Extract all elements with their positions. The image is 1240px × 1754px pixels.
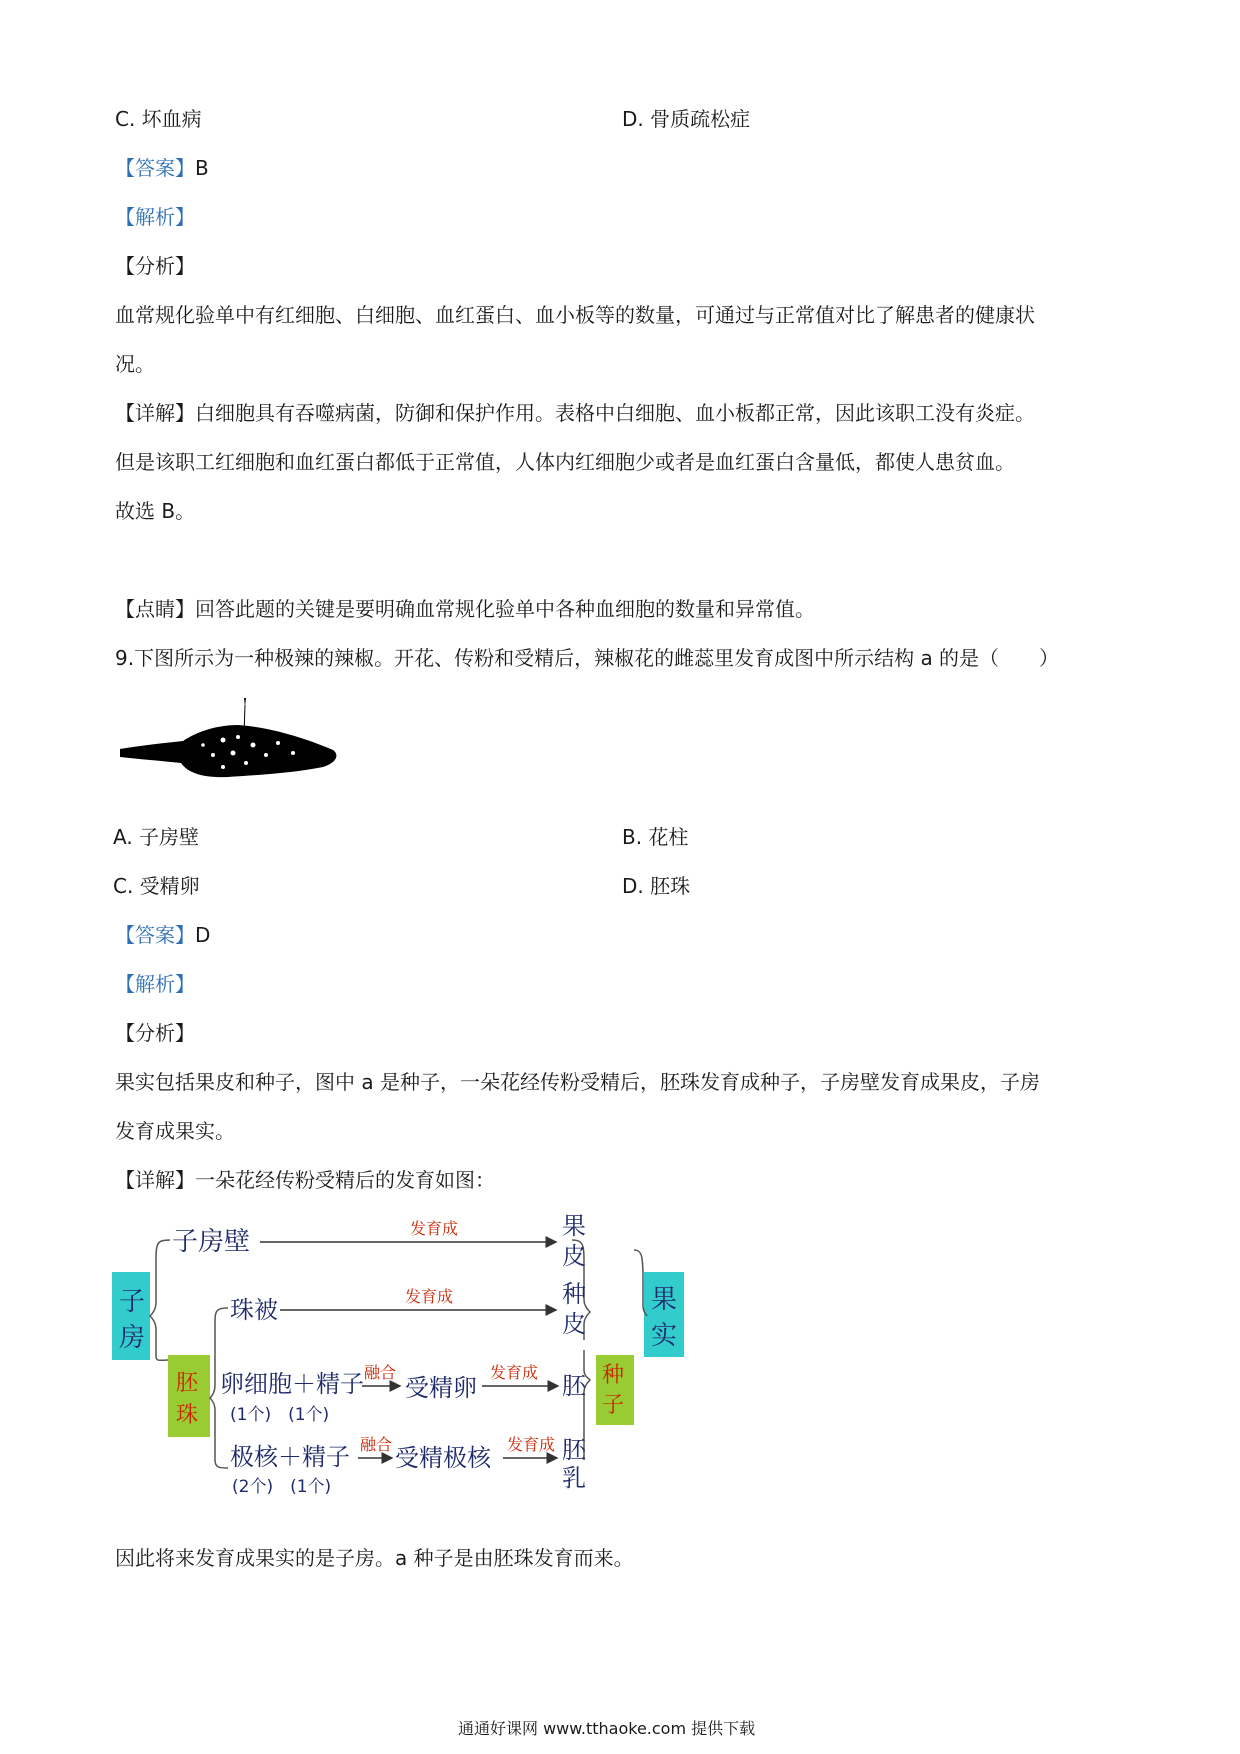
diagram-peiru: 胚 [562,1436,586,1464]
diagram-ronghe: 融合 [364,1363,397,1382]
diagram-shoujingluan: 受精卵 [405,1374,477,1402]
diagram-ronghe: 融合 [360,1435,393,1454]
xiangjie-text: 故选 B。 [115,499,196,523]
option-a: A. 子房壁 [113,825,200,849]
xiangjie-text: 白细胞具有吞噬病菌，防御和保护作用。表格中白细胞、血小板都正常，因此该职工没有炎症。 [195,401,1035,425]
page-footer: 通通好课网 www.tthaoke.com 提供下载 [458,1719,756,1738]
xiangjie-tag: 【详解】 [115,401,195,425]
answer-tag: 【答案】 [115,923,195,947]
xiangjie-line [115,398,1035,428]
xiangjie-text: 但是该职工红细胞和血红蛋白都低于正常值，人体内红细胞少或者是血红蛋白含量低，都使人患贫血。 [115,450,1015,474]
answer-tag: 【答案】 [115,156,195,180]
xiangjie-line [115,1165,495,1195]
answer-value: B [195,156,209,180]
diagram-zifang: 子 [119,1287,146,1317]
fenxi-text: 况。 [115,352,155,376]
diagram-guoshi: 果 [651,1285,678,1315]
option-b: B. 花柱 [622,825,689,849]
xiangjie-text: 一朵花经传粉受精后的发育如图： [195,1168,495,1192]
diagram-fayucheng: 发育成 [410,1219,459,1238]
diagram-peizhu: 珠 [176,1403,199,1428]
diagram-zhubei: 珠被 [230,1296,278,1324]
diagram-ji-count: (2个) (1个) [232,1477,332,1497]
xiangjie-tag: 【详解】 [115,1168,195,1192]
answer-line [115,920,210,950]
option-c: C. 受精卵 [113,874,200,898]
diagram-peiru: 乳 [562,1464,586,1492]
flower-development-diagram [110,1210,690,1520]
fenxi-text: 果实包括果皮和种子，图中 a 是种子，一朵花经传粉受精后，胚珠发育成种子，子房壁发育成果皮，子房 [115,1070,1040,1094]
diagram-shoujingjihe: 受精极核 [395,1444,491,1472]
option-d: D. 骨质疏松症 [622,107,751,131]
diagram-zhongzi: 种 [602,1363,625,1388]
diagram-fayucheng: 发育成 [405,1287,454,1306]
fenxi-tag: 【分析】 [115,254,195,278]
answer-value: D [195,923,211,947]
diagram-fayucheng: 发育成 [490,1363,539,1382]
diagram-zifangbi: 子房壁 [172,1227,251,1257]
diagram-guopi: 果 [562,1212,586,1240]
fenxi-text: 血常规化验单中有红细胞、白细胞、血红蛋白、血小板等的数量，可通过与正常值对比了解患者的健康状 [115,303,1035,327]
diagram-fayucheng: 发育成 [507,1435,556,1454]
option-d: D. 胚珠 [622,874,691,898]
dianjing-text: 回答此题的关键是要明确血常规化验单中各种血细胞的数量和异常值。 [195,597,815,621]
diagram-zhongpi: 皮 [562,1310,586,1338]
analysis-tag: 【解析】 [115,972,195,996]
analysis-tag: 【解析】 [115,205,195,229]
diagram-peizhu: 胚 [176,1371,199,1396]
fenxi-text: 发育成果实。 [115,1119,235,1143]
diagram-pei: 胚 [562,1372,586,1400]
diagram-guopi: 皮 [562,1242,586,1270]
chili-pepper-image [118,695,348,785]
diagram-luan-count: (1个) (1个) [230,1405,330,1425]
option-c: C. 坏血病 [115,107,202,131]
diagram-luanxibao: 卵细胞＋精子 [220,1370,364,1398]
diagram-zhongpi: 种 [562,1280,586,1308]
dianjing-tag: 【点睛】 [115,597,195,621]
conclusion-text: 因此将来发育成果实的是子房。a 种子是由胚珠发育而来。 [115,1546,634,1570]
fenxi-tag: 【分析】 [115,1021,195,1045]
answer-line [115,153,209,183]
dianjing-line [115,594,815,624]
diagram-jihe: 极核＋精子 [230,1443,350,1471]
diagram-guoshi: 实 [651,1321,678,1351]
diagram-zhongzi: 子 [602,1393,625,1418]
question-stem: 9.下图所示为一种极辣的辣椒。开花、传粉和受精后，辣椒花的雌蕊里发育成图中所示结构 a 的是（ ） [115,646,1060,670]
diagram-zifang: 房 [119,1323,146,1353]
